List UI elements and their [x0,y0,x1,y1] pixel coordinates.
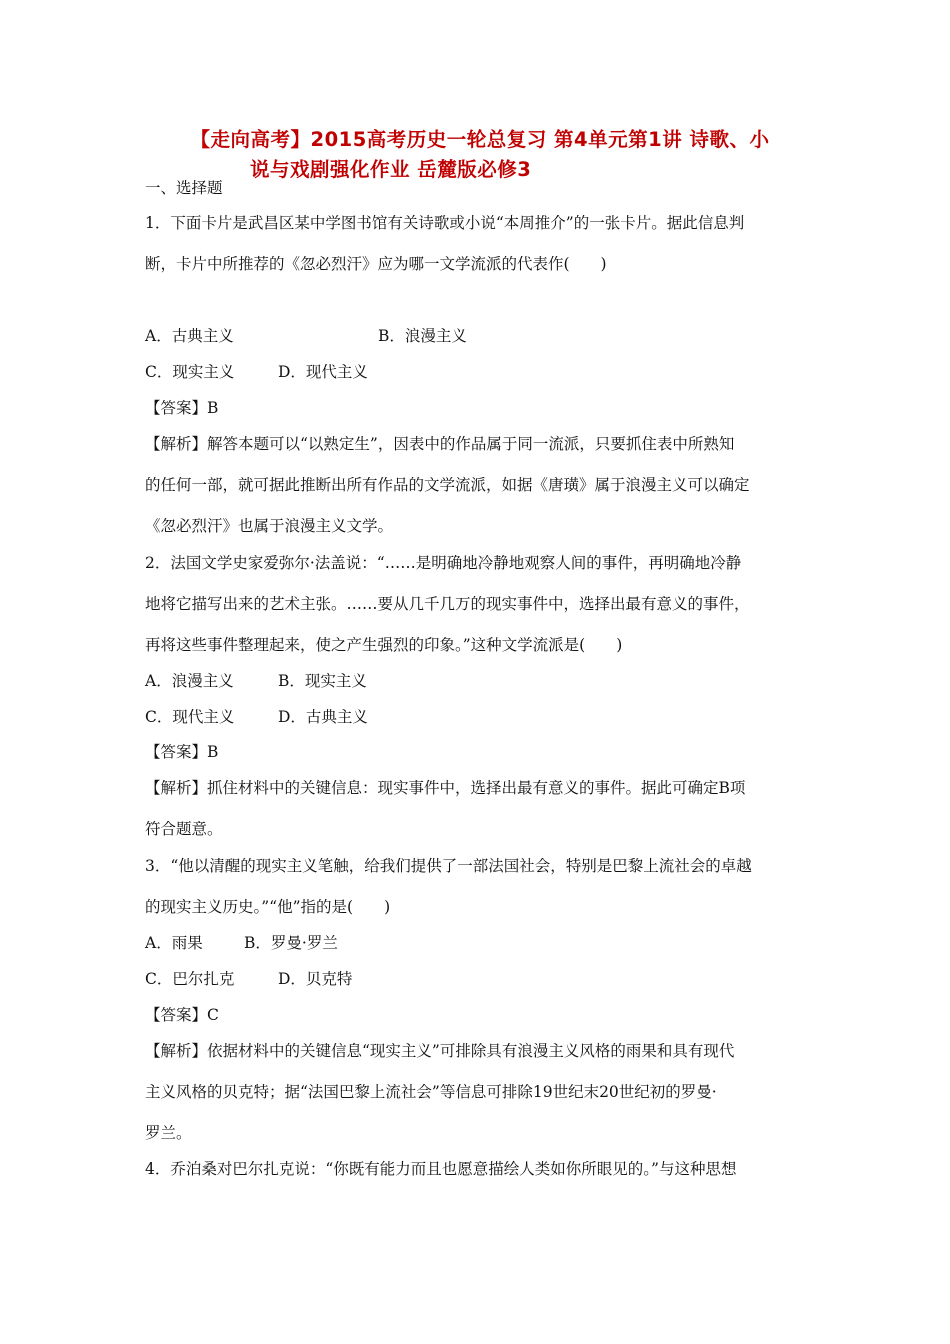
q2-option-b: B．现实主义 [278,672,367,690]
q1-option-a: A．古典主义 [145,327,234,345]
q2-option-c: C．现代主义 [145,708,235,726]
q2-option-a: A．浪漫主义 [145,672,234,690]
q2-analysis-line-2: 符合题意。 [145,820,223,838]
q3-option-b: B．罗曼·罗兰 [244,934,338,952]
q3-answer: 【答案】C [145,1006,219,1024]
q1-stem-line-2: 断，卡片中所推荐的《忽必烈汗》应为哪一文学流派的代表作( ) [145,255,607,273]
q2-stem-line-1: 2．法国文学史家爱弥尔·法盖说：“……是明确地冷静地观察人间的事件，再明确地冷静 [145,554,742,572]
q3-option-a: A．雨果 [145,934,203,952]
section-heading: 一、选择题 [145,179,223,197]
q1-analysis-line-1: 【解析】解答本题可以“以熟定生”，因表中的作品属于同一流派，只要抓住表中所熟知 [145,435,735,453]
q4-stem-line-1: 4．乔泊桑对巴尔扎克说：“你既有能力而且也愿意描绘人类如你所眼见的。”与这种思想 [145,1160,737,1178]
q3-stem-line-2: 的现实主义历史。”“他”指的是( ) [145,898,391,916]
q2-analysis-line-1: 【解析】抓住材料中的关键信息：现实事件中，选择出最有意义的事件。据此可确定B项 [145,779,746,797]
q3-option-c: C．巴尔扎克 [145,970,235,988]
q3-analysis-line-2: 主义风格的贝克特；据“法国巴黎上流社会”等信息可排除19世纪末20世纪初的罗曼· [145,1083,717,1101]
document-title-line-2: 说与戏剧强化作业 岳麓版必修3 [250,158,532,181]
q1-option-c: C．现实主义 [145,363,235,381]
q1-analysis-line-2: 的任何一部，就可据此推断出所有作品的文学流派，如据《唐璜》属于浪漫主义可以确定 [145,476,750,494]
q2-answer: 【答案】B [145,743,219,761]
q1-analysis-line-3: 《忽必烈汗》也属于浪漫主义文学。 [145,517,394,535]
q1-answer: 【答案】B [145,399,219,417]
q3-analysis-line-3: 罗兰。 [145,1124,192,1142]
q3-option-d: D．贝克特 [278,970,353,988]
q1-stem-line-1: 1．下面卡片是武昌区某中学图书馆有关诗歌或小说“本周推介”的一张卡片。据此信息判 [145,214,745,232]
q3-stem-line-1: 3．“他以清醒的现实主义笔触，给我们提供了一部法国社会，特别是巴黎上流社会的卓越 [145,857,752,875]
q3-analysis-line-1: 【解析】依据材料中的关键信息“现实主义”可排除具有浪漫主义风格的雨果和具有现代 [145,1042,735,1060]
q1-option-b: B．浪漫主义 [378,327,467,345]
q1-option-d: D．现代主义 [278,363,368,381]
q2-stem-line-3: 再将这些事件整理起来，使之产生强烈的印象。”这种文学流派是( ) [145,636,623,654]
q2-option-d: D．古典主义 [278,708,368,726]
document-title-line-1: 【走向高考】2015高考历史一轮总复习 第4单元第1讲 诗歌、小 [190,128,770,151]
q2-stem-line-2: 地将它描写出来的艺术主张。……要从几千几万的现实事件中，选择出最有意义的事件， [145,595,750,613]
